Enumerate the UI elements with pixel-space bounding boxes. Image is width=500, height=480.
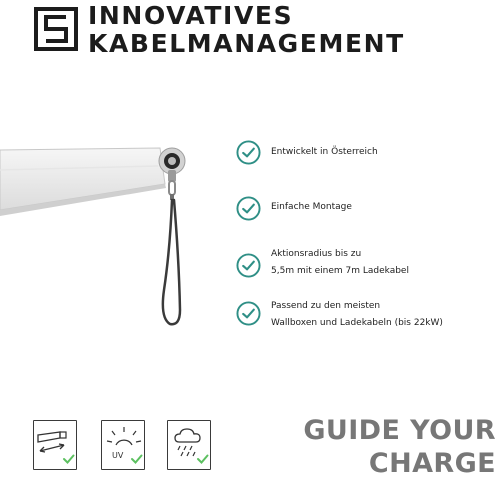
brand-line-1: INNOVATIVES xyxy=(88,1,294,30)
extendable-arm-icon xyxy=(34,421,76,469)
feature-item xyxy=(236,140,378,165)
tagline-line-1: GUIDE YOUR xyxy=(303,415,496,446)
check-circle-icon xyxy=(236,301,261,326)
check-circle-icon xyxy=(236,253,261,278)
s-square-logo-icon xyxy=(34,7,78,51)
feature-item xyxy=(236,246,409,280)
feature-item xyxy=(236,298,443,332)
feature-text-line-1: Aktionsradius bis zu xyxy=(271,249,362,259)
feature-text: Einfache Montage xyxy=(271,202,352,212)
weatherproof-badge xyxy=(167,420,211,470)
feature-item xyxy=(236,196,352,221)
brand-line-2: KABELMANAGEMENT xyxy=(88,29,405,58)
uv-sun-icon xyxy=(102,421,144,469)
check-circle-icon xyxy=(236,196,261,221)
check-circle-icon xyxy=(236,140,261,165)
cable-guide-product-image xyxy=(0,140,200,340)
rain-cloud-icon xyxy=(168,421,210,469)
feature-text: Entwickelt in Österreich xyxy=(271,147,378,157)
feature-text-line-2: Wallboxen und Ladekabeln (bis 22kW) xyxy=(271,318,443,328)
feature-text-line-2: 5,5m mit einem 7m Ladekabel xyxy=(271,266,409,276)
uv-label: UV xyxy=(112,451,124,460)
tagline-line-2: CHARGE xyxy=(368,448,496,479)
feature-text-line-1: Passend zu den meisten xyxy=(271,301,381,311)
uv-resistant-badge xyxy=(101,420,145,470)
extendable-arm-badge xyxy=(33,420,77,470)
brand-name xyxy=(88,2,405,58)
tagline xyxy=(303,414,496,480)
